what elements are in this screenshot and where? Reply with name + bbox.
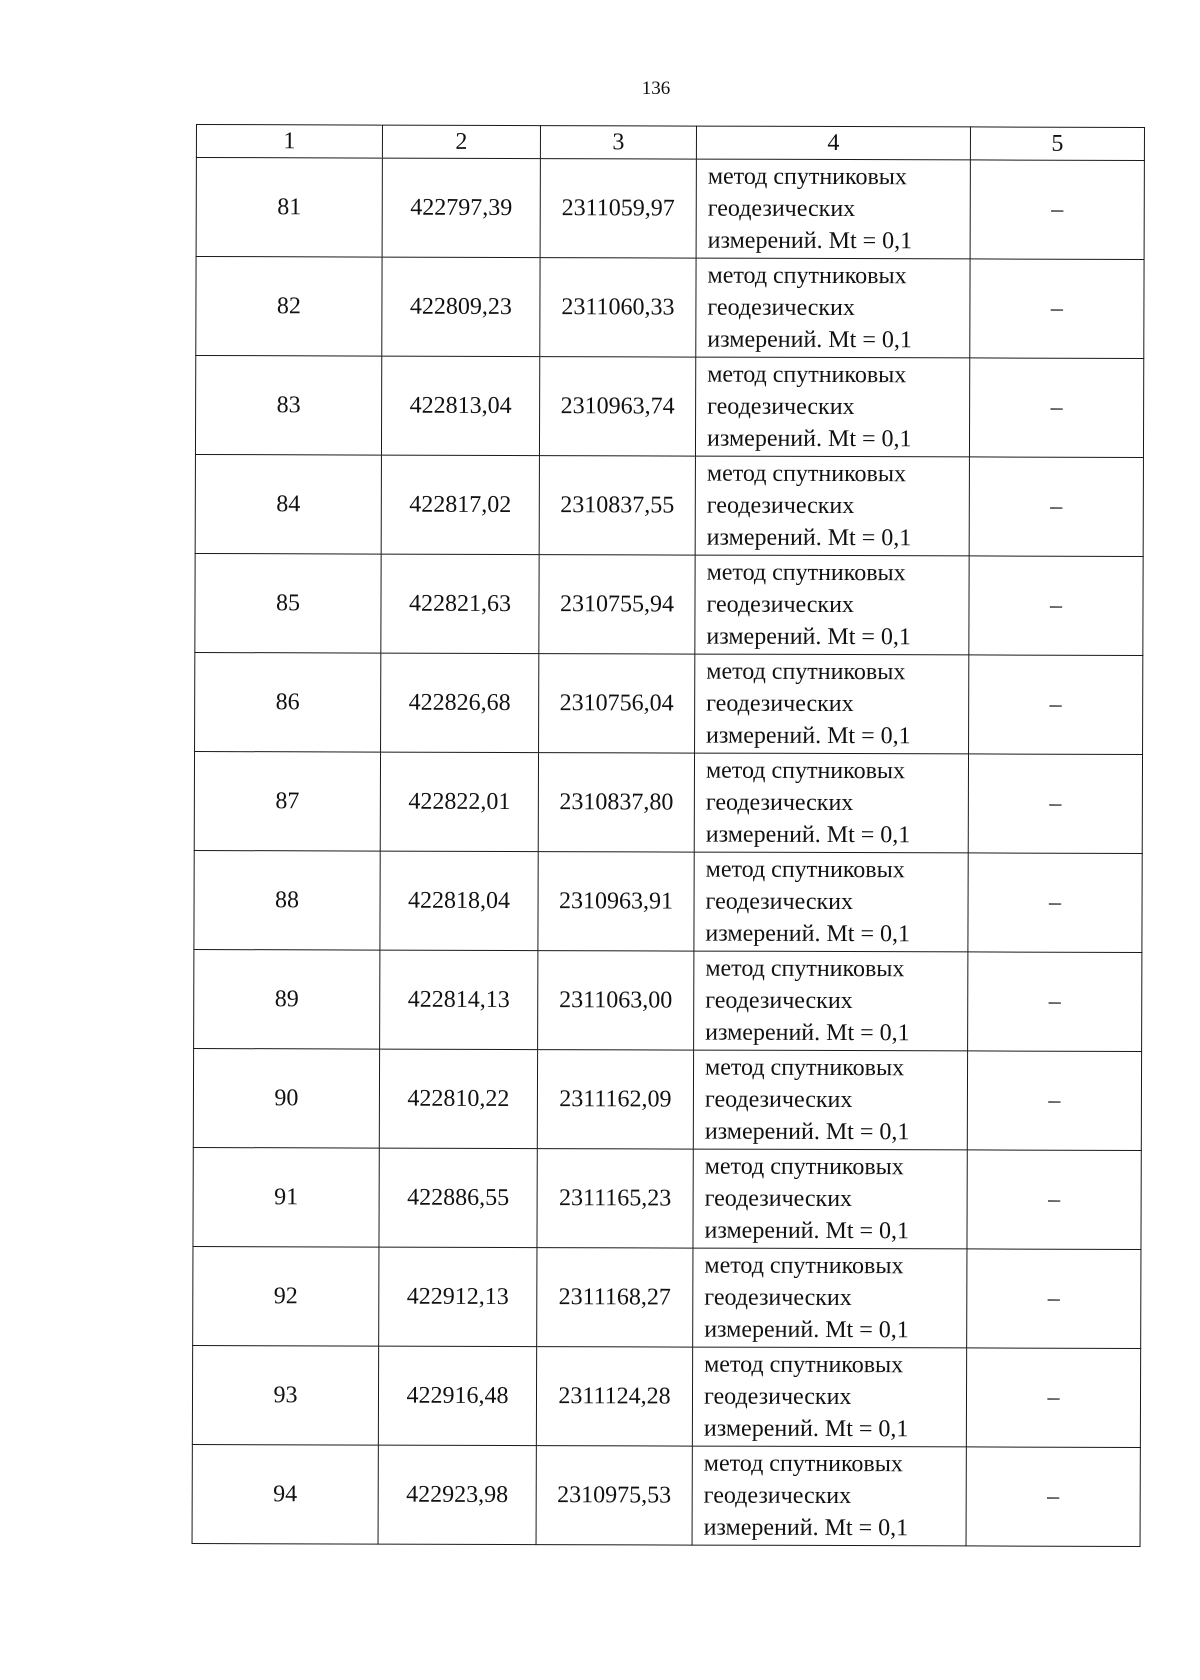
y-coordinate-cell: 2310975,53	[536, 1446, 692, 1545]
table-row	[195, 454, 1143, 556]
point-number-cell: 91	[193, 1147, 379, 1247]
method-line: метод спутниковых	[704, 1252, 904, 1280]
point-number-cell: 84	[195, 454, 381, 554]
method-cell	[694, 753, 968, 853]
y-coordinate-cell: 2310837,55	[539, 456, 695, 555]
method-line: измерений. Mt = 0,1	[706, 425, 912, 453]
method-line: геодезических	[704, 1086, 853, 1114]
note-cell: –	[968, 853, 1142, 953]
method-cell	[693, 1149, 967, 1249]
x-coordinate-cell: 422797,39	[382, 158, 540, 257]
table-row	[196, 257, 1144, 359]
y-coordinate-cell: 2310963,91	[538, 852, 694, 951]
y-coordinate-cell: 2311060,33	[540, 258, 696, 357]
table-row	[193, 1048, 1141, 1150]
method-cell	[693, 1248, 967, 1348]
header-col-4: 4	[696, 126, 970, 160]
point-number-cell: 85	[195, 553, 381, 653]
method-cell	[695, 456, 969, 556]
x-coordinate-cell: 422826,68	[381, 653, 539, 752]
method-line: геодезических	[705, 987, 853, 1015]
note-cell: –	[967, 1051, 1141, 1151]
x-coordinate-cell: 422813,04	[381, 356, 539, 455]
method-line: геодезических	[703, 1383, 852, 1411]
method-line: геодезических	[707, 195, 856, 223]
method-line: измерений. Mt = 0,1	[703, 1415, 909, 1443]
method-line: метод спутниковых	[705, 757, 906, 785]
x-coordinate-cell: 422916,48	[378, 1346, 536, 1445]
method-line: геодезических	[704, 1284, 852, 1312]
note-cell: –	[968, 754, 1142, 854]
method-cell	[696, 258, 970, 358]
note-cell: –	[967, 1150, 1141, 1250]
table-row	[194, 949, 1142, 1051]
y-coordinate-cell: 2310837,80	[538, 753, 694, 852]
table-row	[193, 1147, 1141, 1249]
method-line: измерений. Mt = 0,1	[706, 722, 911, 750]
note-cell: –	[969, 457, 1143, 557]
method-line: метод спутниковых	[703, 1450, 903, 1478]
x-coordinate-cell: 422821,63	[381, 554, 539, 653]
point-number-cell: 93	[192, 1345, 378, 1445]
x-coordinate-cell: 422810,22	[379, 1049, 537, 1148]
method-line: геодезических	[705, 789, 854, 817]
header-col-1: 1	[196, 125, 382, 159]
method-cell	[695, 357, 969, 457]
y-coordinate-cell: 2311162,09	[537, 1050, 693, 1149]
method-line: метод спутниковых	[704, 1153, 904, 1181]
header-row	[196, 125, 1144, 161]
x-coordinate-cell: 422818,04	[380, 851, 538, 950]
y-coordinate-cell: 2310963,74	[539, 357, 695, 456]
method-line: измерений. Mt = 0,1	[703, 1514, 909, 1542]
header-col-2: 2	[382, 125, 540, 158]
method-line: метод спутниковых	[706, 460, 907, 488]
point-number-cell: 88	[194, 850, 380, 950]
method-line: измерений. Mt = 0,1	[705, 1019, 910, 1047]
method-cell	[695, 654, 969, 754]
y-coordinate-cell: 2311168,27	[537, 1248, 693, 1347]
table-row	[196, 158, 1144, 260]
point-number-cell: 94	[192, 1444, 378, 1544]
note-cell: –	[966, 1447, 1140, 1547]
note-cell: –	[968, 952, 1142, 1052]
point-number-cell: 87	[194, 751, 380, 851]
point-number-cell: 82	[196, 257, 382, 357]
method-cell	[696, 159, 970, 259]
point-number-cell: 86	[195, 652, 381, 752]
method-cell	[694, 951, 968, 1051]
method-cell	[693, 1050, 967, 1150]
header-col-5: 5	[970, 127, 1144, 161]
y-coordinate-cell: 2311063,00	[538, 951, 694, 1050]
method-line: измерений. Mt = 0,1	[704, 1316, 909, 1344]
method-line: геодезических	[706, 492, 855, 520]
x-coordinate-cell: 422814,13	[380, 950, 538, 1049]
point-number-cell: 83	[195, 356, 381, 456]
y-coordinate-cell: 2310755,94	[539, 555, 695, 654]
y-coordinate-cell: 2311165,23	[537, 1149, 693, 1248]
method-line: метод спутниковых	[706, 658, 906, 686]
method-line: метод спутниковых	[705, 955, 905, 983]
y-coordinate-cell: 2310756,04	[539, 654, 695, 753]
method-line: измерений. Mt = 0,1	[705, 920, 911, 948]
method-cell	[692, 1446, 966, 1546]
page-number: 136	[641, 78, 671, 99]
point-number-cell: 89	[194, 949, 380, 1049]
method-line: измерений. Mt = 0,1	[706, 623, 911, 651]
y-coordinate-cell: 2311059,97	[540, 159, 696, 258]
method-line: геодезических	[706, 591, 854, 619]
table-row	[194, 751, 1142, 853]
x-coordinate-cell: 422886,55	[379, 1148, 537, 1247]
method-line: измерений. Mt = 0,1	[704, 1118, 910, 1146]
method-line: метод спутниковых	[706, 559, 906, 587]
x-coordinate-cell: 422809,23	[382, 257, 540, 356]
table-row	[195, 652, 1143, 754]
method-line: геодезических	[704, 1185, 853, 1213]
note-cell: –	[970, 160, 1144, 260]
method-line: геодезических	[703, 1482, 852, 1510]
method-line: геодезических	[705, 888, 854, 916]
note-cell: –	[970, 259, 1144, 359]
header-col-3: 3	[540, 126, 696, 159]
x-coordinate-cell: 422923,98	[378, 1445, 536, 1544]
x-coordinate-cell: 422912,13	[379, 1247, 537, 1346]
y-coordinate-cell: 2311124,28	[536, 1347, 692, 1446]
table-body	[192, 158, 1144, 1547]
table-row	[195, 553, 1143, 655]
note-cell: –	[969, 655, 1143, 755]
table-header	[196, 125, 1144, 161]
table-row	[194, 850, 1142, 952]
method-cell	[692, 1347, 966, 1447]
table-row	[192, 1444, 1140, 1546]
x-coordinate-cell: 422822,01	[380, 752, 538, 851]
note-cell: –	[967, 1249, 1141, 1349]
x-coordinate-cell: 422817,02	[381, 455, 539, 554]
method-line: метод спутниковых	[707, 361, 907, 389]
method-line: измерений. Mt = 0,1	[704, 1217, 910, 1245]
method-line: метод спутниковых	[704, 1054, 905, 1082]
method-line: измерений. Mt = 0,1	[707, 326, 912, 354]
method-line: геодезических	[707, 294, 855, 322]
coordinates-table	[192, 124, 1145, 1547]
method-cell	[695, 555, 969, 655]
method-line: измерений. Mt = 0,1	[706, 524, 912, 552]
note-cell: –	[969, 358, 1143, 458]
point-number-cell: 90	[193, 1048, 379, 1148]
note-cell: –	[969, 556, 1143, 656]
point-number-cell: 81	[196, 158, 382, 258]
method-line: геодезических	[707, 393, 855, 421]
method-line: метод спутниковых	[707, 163, 907, 191]
method-line: измерений. Mt = 0,1	[705, 821, 911, 849]
method-line: метод спутниковых	[705, 856, 905, 884]
table-row	[193, 1246, 1141, 1348]
method-line: метод спутниковых	[707, 262, 907, 290]
table-row	[192, 1345, 1140, 1447]
method-line: измерений. Mt = 0,1	[707, 227, 913, 255]
table-row	[195, 356, 1143, 458]
point-number-cell: 92	[193, 1246, 379, 1346]
method-line: метод спутниковых	[704, 1351, 904, 1379]
method-cell	[694, 852, 968, 952]
note-cell: –	[966, 1348, 1140, 1448]
method-line: геодезических	[706, 690, 854, 718]
